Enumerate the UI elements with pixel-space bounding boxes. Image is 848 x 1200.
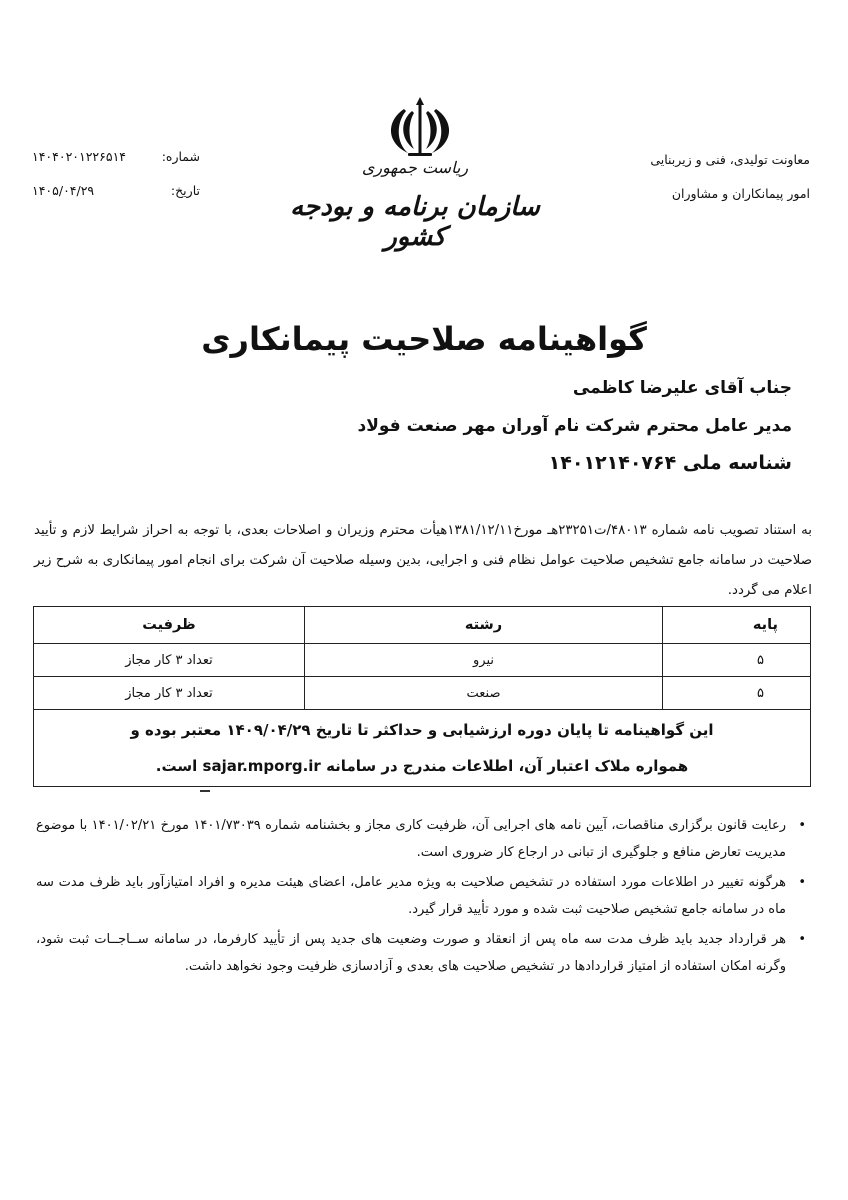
letter-meta bbox=[30, 140, 200, 208]
qualification-table bbox=[33, 606, 811, 787]
validity-note-line-1: این گواهینامه تا پایان دوره ارزشیابی و حداکثر تا تاریخ ۱۴۰۹/۰۴/۲۹ معتبر بوده و bbox=[130, 721, 714, 739]
list-item bbox=[36, 926, 808, 980]
validity-note-text: همواره ملاک اعتبار آن، اطلاعات مندرج در سامانه bbox=[326, 757, 689, 775]
org-name: سازمان برنامه و بودجه کشور bbox=[290, 192, 540, 252]
conditions-list bbox=[36, 812, 808, 983]
cell-capacity: تعداد ۳ کار مجاز bbox=[34, 677, 305, 710]
bullet-icon: • bbox=[798, 875, 806, 890]
number-value: ۱۴۰۴۰۲۰۱۲۲۶۵۱۴ bbox=[32, 149, 126, 164]
list-item bbox=[36, 869, 808, 923]
validity-note-end: است. bbox=[155, 757, 198, 775]
column-header-capacity: ظرفیت bbox=[34, 607, 305, 644]
divider bbox=[200, 790, 210, 792]
header-department bbox=[570, 143, 810, 211]
validity-note-row bbox=[34, 710, 811, 787]
letter-date-row bbox=[30, 174, 200, 208]
list-item-text: هر قرارداد جدید باید ظرف مدت سه ماه پس از انعقاد و صورت وضعیت های جدید پس از تأیید کارفرما، در سامانه ســاجــات ثبت شود، وگرنه امکان استفاده از امتیاز قراردادها در تشخیص صلاحیت های بعدی و آزادسازی ظرفیت وجود نخواهد داشت. bbox=[36, 932, 786, 974]
cell-grade: ۵ bbox=[663, 644, 811, 677]
table-header-row bbox=[34, 607, 811, 644]
department-line-1: معاونت تولیدی، فنی و زیربنایی bbox=[650, 152, 810, 167]
cell-field: نیرو bbox=[305, 644, 663, 677]
letter-number-row bbox=[30, 140, 200, 174]
cell-grade: ۵ bbox=[663, 677, 811, 710]
list-item bbox=[36, 812, 808, 866]
column-header-grade: پایه bbox=[663, 607, 811, 644]
list-item-text: هرگونه تغییر در اطلاعات مورد استفاده در تشخیص صلاحیت به ویژه مدیر عامل، اعضای هیئت مدیره و افراد امتیازآور باید ظرف مدت سه ماه در سامانه جامع تشخیص صلاحیت ثبت شده و مورد تأیید قرار گیرد. bbox=[36, 875, 786, 917]
validity-note-line-2 bbox=[40, 748, 804, 784]
validity-website: sajar.mporg.ir bbox=[202, 757, 321, 775]
department-line-2: امور پیمانکاران و مشاوران bbox=[671, 186, 810, 201]
document-title: گواهینامه صلاحیت پیمانکاری bbox=[201, 320, 647, 358]
intro-paragraph: به استناد تصویب نامه شماره ۴۸۰۱۳/ت۲۳۲۵۱هـ مورخ۱۳۸۱/۱۲/۱۱هیأت محترم وزیران و اصلاحات بعدی، با توجه به احراز شرایط لازم و تأیید صلاحیت در سامانه جامع تشخیص صلاحیت عوامل نظام فنی و اجرایی، بدین وسیله صلاحیت آن شرکت برای انجام امور پیمانکاری به شرح زیر اعلام می گردد. bbox=[34, 523, 812, 598]
addressee-position: مدیر عامل محترم شرکت نام آوران مهر صنعت فولاد bbox=[357, 416, 792, 436]
addressee-name: جناب آقای علیرضا کاظمی bbox=[572, 378, 792, 398]
iran-emblem-icon bbox=[300, 95, 540, 165]
org-subtitle: ریاست جمهوری bbox=[361, 158, 469, 177]
cell-field: صنعت bbox=[305, 677, 663, 710]
date-label: تاریخ: bbox=[170, 183, 200, 198]
column-header-field: رشته bbox=[305, 607, 663, 644]
bullet-icon: • bbox=[798, 932, 806, 947]
table-row bbox=[34, 677, 811, 710]
list-item-text: رعایت قانون برگزاری مناقصات، آیین نامه های اجرایی آن، ظرفیت کاری مجاز و بخشنامه شماره ۱۴۰۱/۷۳۰۳۹ مورخ ۱۴۰۱/۰۲/۲۱ با موضوع مدیریت تعارض منافع و جلوگیری از تبانی در ارجاع کار ضروری است. bbox=[36, 818, 786, 860]
date-value: ۱۴۰۵/۰۴/۲۹ bbox=[32, 183, 95, 198]
cell-capacity: تعداد ۳ کار مجاز bbox=[34, 644, 305, 677]
validity-note bbox=[34, 710, 811, 787]
table-row bbox=[34, 644, 811, 677]
national-id: شناسه ملی ۱۴۰۱۲۱۴۰۷۶۴ bbox=[548, 452, 792, 474]
number-label: شماره: bbox=[161, 149, 200, 164]
bullet-icon: • bbox=[798, 818, 806, 833]
